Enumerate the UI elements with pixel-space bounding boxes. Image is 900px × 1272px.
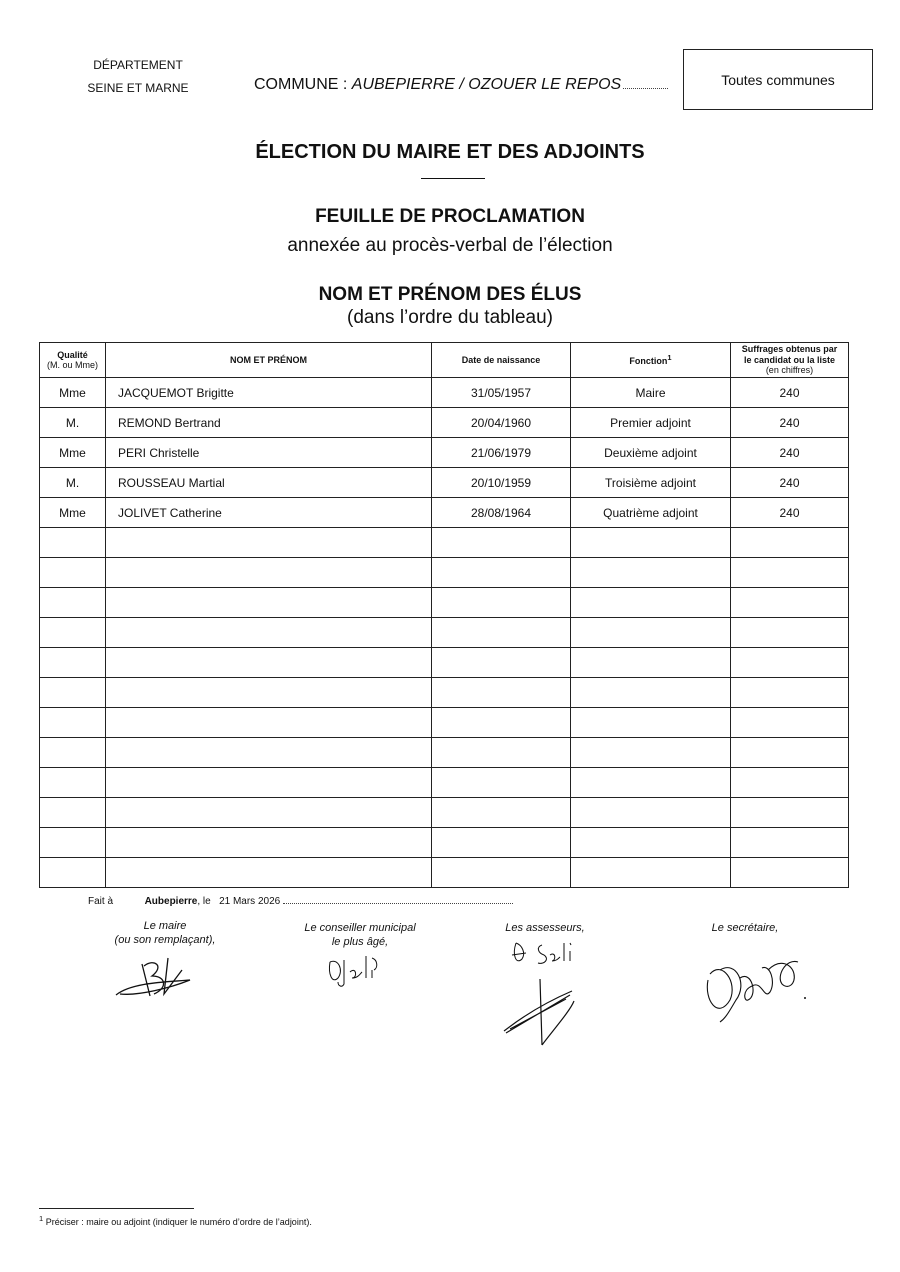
fait-line: [88, 896, 513, 907]
empty-row: [40, 708, 849, 738]
empty-row: [40, 798, 849, 828]
feuille-title: FEUILLE DE PROCLAMATION: [315, 206, 585, 227]
empty-row: [40, 588, 849, 618]
conseiller-label: Le conseiller municipal le plus âgé,: [304, 922, 416, 948]
departement-name: SEINE ET MARNE: [87, 81, 189, 95]
commune-name: AUBEPIERRE / OZOUER LE REPOS: [351, 76, 622, 93]
footnote-ref: 1: [667, 352, 672, 362]
table-header-row: [40, 343, 849, 378]
header-suffrages: Suffrages obtenus par le candidat ou la liste (en chiffres): [731, 343, 849, 378]
header-date: Date de naissance: [432, 343, 571, 378]
table-row: [40, 498, 849, 528]
header-qualite: Qualité (M. ou Mme): [40, 343, 106, 378]
footnote-mark: 1: [39, 1214, 44, 1223]
fait-label: Fait à: [88, 896, 114, 907]
fait-le: , le: [197, 896, 211, 907]
title-divider: [421, 178, 485, 179]
cell-nom: REMOND Bertrand: [106, 408, 432, 438]
cell-fonction: Maire: [571, 378, 731, 408]
assesseur-signature-1: [508, 937, 588, 972]
cell-suffrages: 240: [731, 498, 849, 528]
cell-qualite: Mme: [40, 378, 106, 408]
cell-date: 20/10/1959: [432, 468, 571, 498]
commune-line: [254, 76, 668, 94]
annexee-subtitle: annexée au procès-verbal de l’élection: [287, 235, 613, 256]
cell-date: 20/04/1960: [432, 408, 571, 438]
table-row: [40, 438, 849, 468]
secretaire-label: Le secrétaire,: [711, 922, 779, 934]
empty-row: [40, 528, 849, 558]
cell-nom: JACQUEMOT Brigitte: [106, 378, 432, 408]
secretaire-signature: [700, 940, 810, 1025]
fait-dots: [283, 903, 513, 904]
maire-signature: [110, 952, 200, 1007]
cell-suffrages: 240: [731, 378, 849, 408]
header-fonction: Fonction$^1$: [571, 343, 731, 378]
cell-fonction: Premier adjoint: [571, 408, 731, 438]
empty-row: [40, 738, 849, 768]
assesseur-signature-2: [500, 975, 585, 1050]
commune-dots: [623, 88, 668, 89]
main-title: ÉLECTION DU MAIRE ET DES ADJOINTS: [255, 141, 645, 163]
header-nom: NOM ET PRÉNOM: [106, 343, 432, 378]
ordre-subtitle: (dans l’ordre du tableau): [347, 307, 553, 328]
assesseurs-label: Les assesseurs,: [505, 922, 585, 934]
elus-table: [39, 342, 849, 888]
cell-fonction: Quatrième adjoint: [571, 498, 731, 528]
footnote: [39, 1214, 312, 1227]
empty-row: [40, 828, 849, 858]
cell-date: 21/06/1979: [432, 438, 571, 468]
footnote-text: Préciser : maire ou adjoint (indiquer le numéro d’ordre de l’adjoint).: [45, 1217, 312, 1227]
empty-row: [40, 618, 849, 648]
table-row: [40, 408, 849, 438]
fait-lieu: Aubepierre: [144, 896, 198, 907]
scope-box: [683, 49, 873, 110]
footnote-divider: [39, 1208, 194, 1209]
cell-nom: JOLIVET Catherine: [106, 498, 432, 528]
cell-qualite: M.: [40, 408, 106, 438]
cell-qualite: Mme: [40, 438, 106, 468]
empty-row: [40, 768, 849, 798]
cell-suffrages: 240: [731, 438, 849, 468]
cell-nom: PERI Christelle: [106, 438, 432, 468]
empty-row: [40, 678, 849, 708]
cell-qualite: M.: [40, 468, 106, 498]
conseiller-signature: [322, 950, 392, 990]
table-row: [40, 468, 849, 498]
cell-suffrages: 240: [731, 408, 849, 438]
cell-date: 31/05/1957: [432, 378, 571, 408]
maire-label: Le maire (ou son remplaçant),: [114, 920, 216, 946]
departement-label: DÉPARTEMENT: [93, 58, 183, 72]
fait-date: 21 Mars 2026: [219, 896, 281, 907]
scope-box-text: Toutes communes: [721, 72, 835, 88]
commune-label: COMMUNE :: [254, 76, 348, 93]
cell-qualite: Mme: [40, 498, 106, 528]
cell-fonction: Troisième adjoint: [571, 468, 731, 498]
table-row: [40, 378, 849, 408]
cell-fonction: Deuxième adjoint: [571, 438, 731, 468]
cell-nom: ROUSSEAU Martial: [106, 468, 432, 498]
empty-row: [40, 558, 849, 588]
elus-title: NOM ET PRÉNOM DES ÉLUS: [318, 284, 582, 305]
cell-suffrages: 240: [731, 468, 849, 498]
empty-row: [40, 648, 849, 678]
cell-date: 28/08/1964: [432, 498, 571, 528]
empty-row: [40, 858, 849, 888]
